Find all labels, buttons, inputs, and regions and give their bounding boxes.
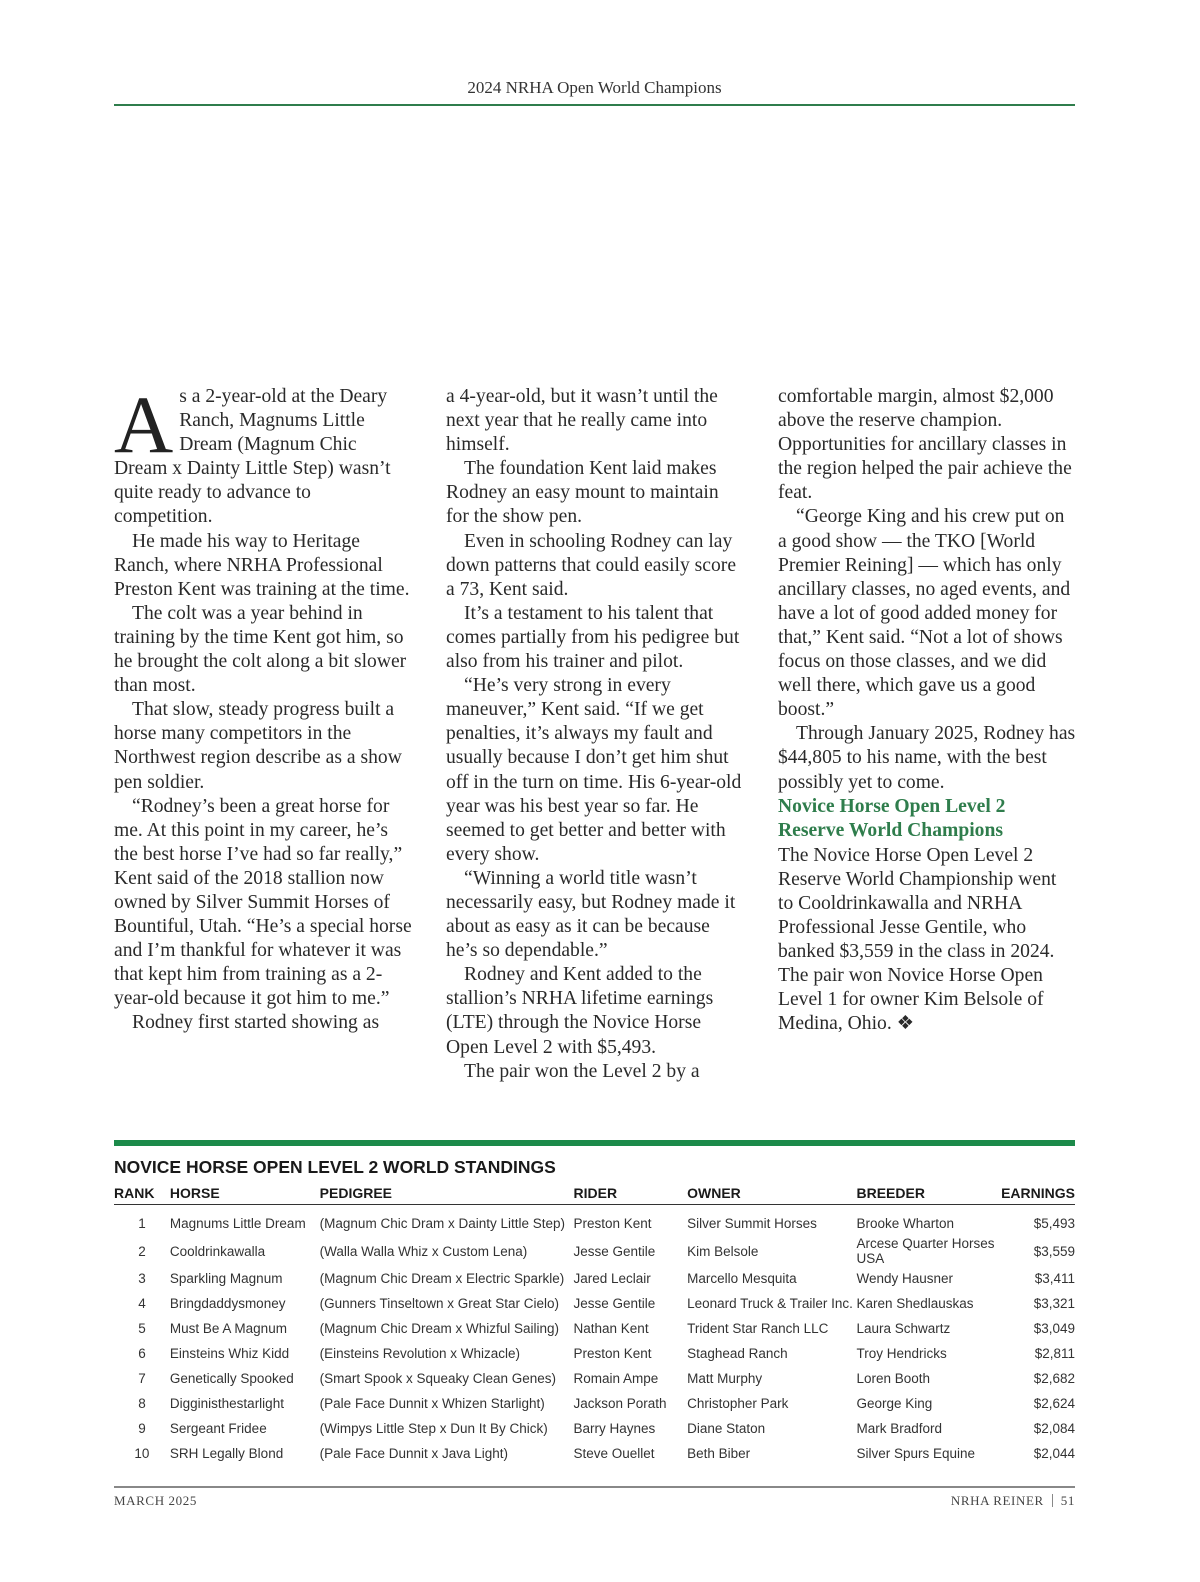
cell-earnings: $3,411 bbox=[1034, 1271, 1075, 1286]
cell-pedigree: (Smart Spook x Squeaky Clean Genes) bbox=[319, 1371, 557, 1386]
table-row bbox=[114, 1416, 1075, 1441]
cell-rank: 10 bbox=[134, 1446, 150, 1461]
cell-breeder: Silver Spurs Equine bbox=[856, 1446, 976, 1461]
cell-horse: Cooldrinkawalla bbox=[169, 1243, 266, 1259]
cell-pedigree: (Einsteins Revolution x Whizacle) bbox=[319, 1346, 520, 1361]
cell-rank: 2 bbox=[138, 1243, 146, 1259]
cell-earnings: $2,084 bbox=[1033, 1421, 1075, 1436]
footer-issue: MARCH 2025 bbox=[114, 1493, 197, 1508]
cell-owner: Staghead Ranch bbox=[687, 1346, 788, 1361]
cell-rider: Jesse Gentile bbox=[573, 1243, 656, 1259]
article-paragraph: Through January 2025, Rodney has $44,805 to his name, with the best possibly yet to come. bbox=[778, 723, 1076, 793]
article-paragraph: The Novice Horse Open Level 2 Reserve World Championship went to Cooldrinkawalla and NRHA Professional Jesse Gentile, who banked $3,559 in the class in 2024. The pair won Novice Horse Open Level 1 for owner Kim Belsole of Medina, Ohio. ❖ bbox=[778, 844, 1057, 1035]
cell-breeder: Arcese Quarter Horses USA bbox=[856, 1236, 995, 1266]
cell-breeder: Laura Schwartz bbox=[856, 1321, 951, 1336]
cell-owner: Silver Summit Horses bbox=[687, 1216, 817, 1231]
article-paragraph: That slow, steady progress built a horse many competitors in the Northwest region describe as a show pen soldier. bbox=[114, 699, 402, 793]
cell-owner: Diane Staton bbox=[687, 1421, 766, 1436]
article-paragraph: The foundation Kent laid makes Rodney an easy mount to maintain for the show pen. bbox=[446, 458, 719, 528]
cell-breeder: George King bbox=[856, 1396, 933, 1411]
article-column-3 bbox=[778, 385, 1076, 1084]
cell-horse: Sergeant Fridee bbox=[169, 1421, 267, 1436]
cell-owner: Trident Star Ranch LLC bbox=[687, 1321, 829, 1336]
cell-rank: 3 bbox=[138, 1271, 146, 1286]
standings-title: NOVICE HORSE OPEN LEVEL 2 WORLD STANDINGS bbox=[114, 1157, 556, 1177]
article-paragraph: “Winning a world title wasn’t necessarily easy, but Rodney made it about as easy as it can be because he’s so dependable.” bbox=[446, 867, 736, 962]
article-paragraph: comfortable margin, almost $2,000 above the reserve champion. Opportunities for ancillary classes in the region helped the pair achieve the feat. bbox=[778, 386, 1072, 504]
cell-breeder: Wendy Hausner bbox=[856, 1271, 954, 1286]
cell-pedigree: (Gunners Tinseltown x Great Star Cielo) bbox=[319, 1296, 560, 1311]
cell-earnings: $3,049 bbox=[1033, 1321, 1075, 1336]
column-header-rider: RIDER bbox=[574, 1183, 688, 1205]
footer-rule bbox=[114, 1486, 1075, 1488]
cell-pedigree: (Magnum Chic Dream x Whizful Sailing) bbox=[319, 1321, 559, 1336]
cell-rider: Romain Ampe bbox=[573, 1371, 659, 1386]
cell-rider: Preston Kent bbox=[573, 1216, 652, 1231]
article-column-1 bbox=[114, 379, 412, 1084]
cell-rank: 5 bbox=[138, 1321, 146, 1336]
cell-rank: 1 bbox=[138, 1216, 146, 1231]
cell-earnings: $3,321 bbox=[1033, 1296, 1075, 1311]
cell-rider: Jackson Porath bbox=[573, 1396, 667, 1411]
table-row bbox=[114, 1441, 1075, 1466]
cell-pedigree: (Pale Face Dunnit x Java Light) bbox=[319, 1446, 509, 1461]
cell-earnings: $2,682 bbox=[1033, 1371, 1075, 1386]
cell-breeder: Troy Hendricks bbox=[856, 1346, 947, 1361]
cell-rider: Jesse Gentile bbox=[573, 1296, 656, 1311]
column-header-owner: OWNER bbox=[687, 1183, 856, 1205]
table-row bbox=[114, 1291, 1075, 1316]
header-rule bbox=[114, 104, 1075, 106]
cell-rider: Barry Haynes bbox=[573, 1421, 656, 1436]
column-header-breeder: BREEDER bbox=[856, 1183, 1001, 1205]
cell-earnings: $2,624 bbox=[1033, 1396, 1075, 1411]
table-row bbox=[114, 1341, 1075, 1366]
table-row bbox=[114, 1391, 1075, 1416]
cell-pedigree: (Wimpys Little Step x Dun It By Chick) bbox=[319, 1421, 548, 1436]
column-header-horse: HORSE bbox=[170, 1183, 320, 1205]
cell-owner: Marcello Mesquita bbox=[687, 1271, 797, 1286]
article-paragraph: Rodney and Kent added to the stallion’s NRHA lifetime earnings (LTE) through the Novice Horse Open Level 2 with $5,493. bbox=[446, 964, 714, 1058]
cell-rider: Jared Leclair bbox=[573, 1271, 651, 1286]
article-body bbox=[114, 379, 1076, 1084]
cell-horse: Einsteins Whiz Kidd bbox=[169, 1346, 290, 1361]
cell-pedigree: (Magnum Chic Dream x Electric Sparkle) bbox=[319, 1271, 565, 1286]
cell-rank: 9 bbox=[138, 1421, 146, 1436]
standings-table bbox=[114, 1183, 1075, 1466]
article-paragraph: “George King and his crew put on a good show — the TKO [World Premier Reining] — which has only ancillary classes, no aged events, and have a lot of good added money for that,” Kent said. “Not a lot of shows focus on those classes, and we did well there, which gave us a good boost.” bbox=[778, 506, 1071, 721]
column-header-rank: RANK bbox=[114, 1183, 170, 1205]
article-paragraph: “Rodney’s been a great horse for me. At this point in my career, he’s the best horse I’ve had so far really,” Kent said of the 2018 stallion now owned by Silver Summit Horses of Bountiful, Utah. “He’s a special horse and I’m thankful for whatever it was that kept him from training as a 2-year-old because it got him to me.” bbox=[114, 795, 412, 1010]
footer-magazine: NRHA REINER bbox=[950, 1493, 1044, 1508]
article-paragraph: “He’s very strong in every maneuver,” Kent said. “If we get penalties, it’s always my fault and usually because I don’t get him shut off in the turn on time. His 6-year-old year was his best year so far. He seemed to get better and better with every show. bbox=[446, 675, 742, 865]
article-paragraph: a 4-year-old, but it wasn’t until the next year that he really came into himself. bbox=[446, 386, 718, 456]
article-column-2 bbox=[446, 385, 744, 1084]
section-subhead: Novice Horse Open Level 2 Reserve World Champions bbox=[778, 795, 1006, 842]
article-paragraph: The pair won the Level 2 by a bbox=[464, 1060, 700, 1082]
cell-rank: 8 bbox=[138, 1396, 146, 1411]
cell-owner: Beth Biber bbox=[687, 1446, 751, 1461]
cell-breeder: Karen Shedlauskas bbox=[856, 1296, 974, 1311]
cell-horse: Genetically Spooked bbox=[169, 1371, 294, 1386]
cell-pedigree: (Magnum Chic Dram x Dainty Little Step) bbox=[319, 1216, 565, 1231]
cell-earnings: $3,559 bbox=[1033, 1243, 1075, 1259]
table-row bbox=[114, 1266, 1075, 1291]
article-paragraph: Rodney first started showing as bbox=[132, 1012, 380, 1034]
cell-owner: Kim Belsole bbox=[687, 1243, 759, 1259]
article-paragraph: Even in schooling Rodney can lay down patterns that could easily score a 73, Kent said. bbox=[446, 530, 737, 600]
drop-cap: A bbox=[114, 379, 174, 470]
cell-owner: Matt Murphy bbox=[687, 1371, 763, 1386]
table-row bbox=[114, 1236, 1075, 1266]
cell-horse: SRH Legally Blond bbox=[169, 1446, 284, 1461]
standings-header-row bbox=[114, 1183, 1075, 1205]
table-row bbox=[114, 1366, 1075, 1391]
cell-pedigree: (Walla Walla Whiz x Custom Lena) bbox=[319, 1243, 528, 1259]
cell-horse: Sparkling Magnum bbox=[169, 1271, 283, 1286]
cell-owner: Leonard Truck & Trailer Inc. bbox=[687, 1296, 853, 1311]
column-header-earnings: EARNINGS bbox=[1001, 1183, 1075, 1205]
cell-breeder: Loren Booth bbox=[856, 1371, 931, 1386]
footer-page-number: 51 bbox=[1060, 1493, 1075, 1508]
cell-horse: Must Be A Magnum bbox=[169, 1321, 287, 1336]
table-row bbox=[114, 1316, 1075, 1341]
cell-rank: 6 bbox=[138, 1346, 146, 1361]
article-paragraph: The colt was a year behind in training by the time Kent got him, so he brought the colt along a bit slower than most. bbox=[114, 602, 407, 697]
cell-earnings: $2,044 bbox=[1033, 1446, 1075, 1461]
cell-breeder: Mark Bradford bbox=[856, 1421, 942, 1436]
footer-folio bbox=[951, 1493, 1075, 1509]
footer-separator bbox=[1052, 1494, 1053, 1507]
cell-breeder: Brooke Wharton bbox=[856, 1216, 955, 1231]
cell-rider: Nathan Kent bbox=[573, 1321, 649, 1336]
cell-horse: Bringdaddysmoney bbox=[169, 1296, 286, 1311]
cell-pedigree: (Pale Face Dunnit x Whizen Starlight) bbox=[319, 1396, 545, 1411]
cell-rider: Preston Kent bbox=[573, 1346, 652, 1361]
cell-horse: Magnums Little Dream bbox=[169, 1216, 306, 1231]
cell-rank: 4 bbox=[138, 1296, 146, 1311]
cell-rank: 7 bbox=[138, 1371, 146, 1386]
cell-horse: Digginisthestarlight bbox=[169, 1396, 284, 1411]
column-header-pedigree: PEDIGREE bbox=[320, 1183, 574, 1205]
article-paragraph: He made his way to Heritage Ranch, where NRHA Professional Preston Kent was training at the time. bbox=[114, 530, 410, 600]
cell-rider: Steve Ouellet bbox=[573, 1446, 655, 1461]
article-paragraph: As a 2-year-old at the Deary Ranch, Magnums Little Dream (Magnum Chic Dream x Dainty Little Step) wasn’t quite ready to advance to competition. bbox=[114, 379, 391, 528]
standings-rule bbox=[114, 1140, 1075, 1146]
cell-earnings: $5,493 bbox=[1033, 1216, 1075, 1231]
cell-owner: Christopher Park bbox=[687, 1396, 789, 1411]
cell-earnings: $2,811 bbox=[1034, 1346, 1075, 1361]
table-row bbox=[114, 1205, 1075, 1237]
article-paragraph: It’s a testament to his talent that comes partially from his pedigree but also from his trainer and pilot. bbox=[446, 602, 740, 673]
running-title: 2024 NRHA Open World Champions bbox=[467, 78, 722, 97]
